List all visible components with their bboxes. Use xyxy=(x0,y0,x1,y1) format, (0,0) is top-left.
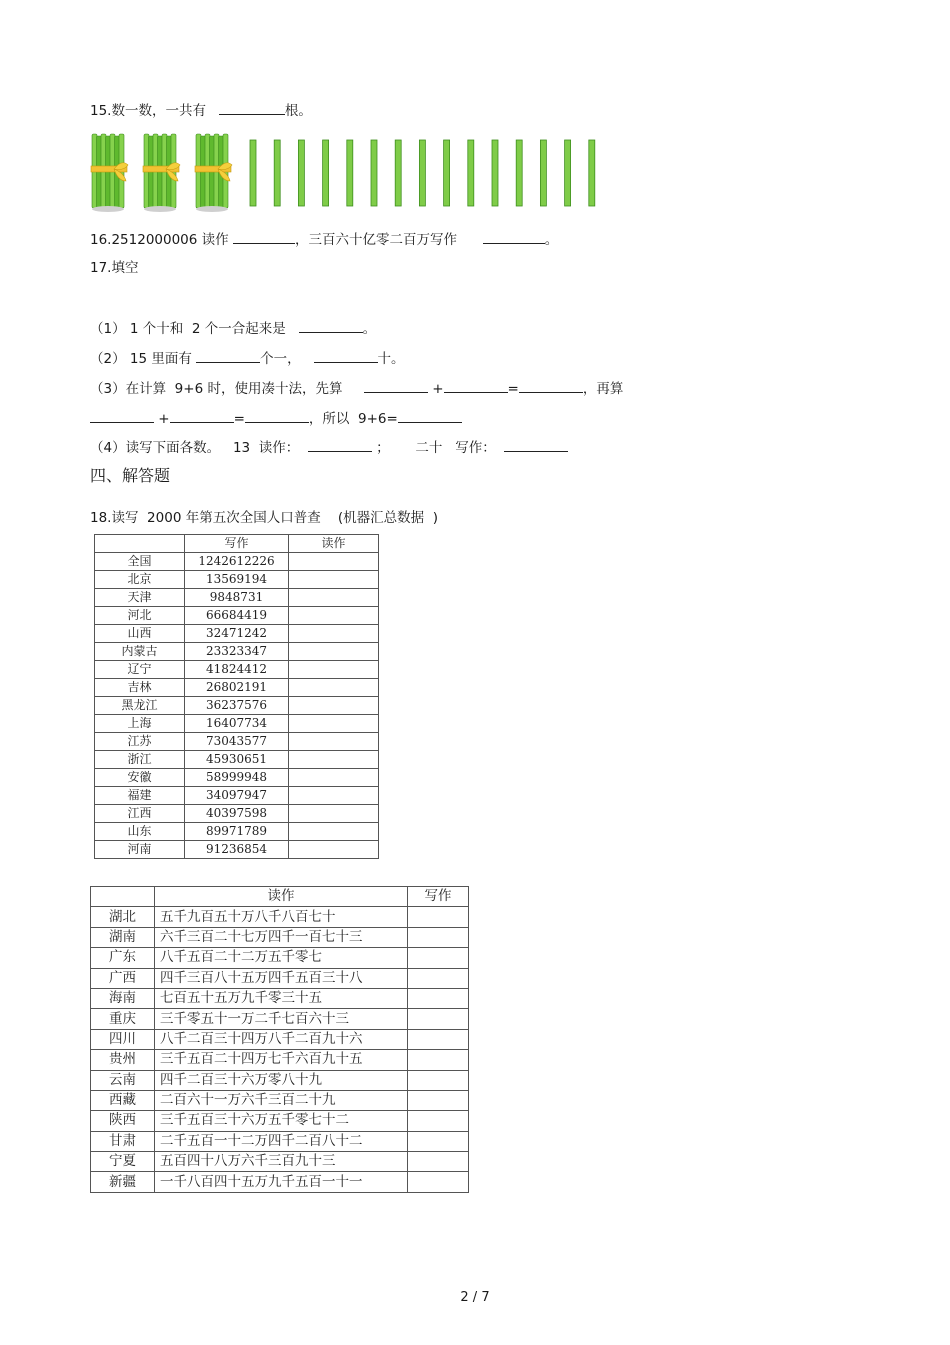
reading-cell: 八千二百三十四万八千二百九十六 xyxy=(155,1029,408,1049)
answer-cell[interactable] xyxy=(289,643,379,661)
answer-cell[interactable] xyxy=(408,927,469,947)
reading-cell: 一千八百四十五万九千五百一十一 xyxy=(155,1172,408,1192)
region-cell: 云南 xyxy=(91,1070,155,1090)
answer-blank[interactable] xyxy=(170,408,234,423)
table-row xyxy=(91,1152,469,1172)
table-row xyxy=(95,769,379,787)
number-cell: 9848731 xyxy=(185,589,289,607)
region-cell: 河南 xyxy=(95,841,185,859)
answer-cell[interactable] xyxy=(408,1070,469,1090)
answer-cell[interactable] xyxy=(289,733,379,751)
region-cell: 内蒙古 xyxy=(95,643,185,661)
table-row xyxy=(95,715,379,733)
page-number: 2 / 7 xyxy=(460,1290,490,1305)
single-stick xyxy=(565,140,571,206)
answer-cell[interactable] xyxy=(289,715,379,733)
single-stick xyxy=(444,140,450,206)
answer-blank[interactable] xyxy=(519,378,583,393)
single-stick xyxy=(468,140,474,206)
region-cell: 河北 xyxy=(95,607,185,625)
table-row xyxy=(91,907,469,927)
stick-bundle xyxy=(91,134,128,212)
question-15 xyxy=(90,100,312,120)
table-row xyxy=(91,1050,469,1070)
number-cell: 41824412 xyxy=(185,661,289,679)
answer-cell[interactable] xyxy=(289,661,379,679)
table-row xyxy=(95,787,379,805)
region-cell: 西藏 xyxy=(91,1090,155,1110)
q17-sub-3 xyxy=(90,378,623,398)
table-row xyxy=(91,1070,469,1090)
single-stick xyxy=(323,140,329,206)
single-stick xyxy=(298,140,304,206)
region-cell: 黑龙江 xyxy=(95,697,185,715)
section-heading: 四、解答题 xyxy=(90,466,171,485)
reading-cell: 五百四十八万六千三百九十三 xyxy=(155,1152,408,1172)
q17-s4-semi: ； xyxy=(376,440,390,456)
answer-blank[interactable] xyxy=(233,229,295,244)
single-stick xyxy=(371,140,377,206)
reading-cell: 六千三百二十七万四千一百七十三 xyxy=(155,927,408,947)
region-cell: 安徽 xyxy=(95,769,185,787)
table-row xyxy=(91,948,469,968)
table-row xyxy=(91,1009,469,1029)
region-cell: 山东 xyxy=(95,823,185,841)
region-cell: 湖南 xyxy=(91,927,155,947)
q17-sub-3-cont xyxy=(90,408,462,428)
counting-sticks-illustration xyxy=(88,130,608,214)
answer-cell[interactable] xyxy=(408,968,469,988)
region-cell: 吉林 xyxy=(95,679,185,697)
reading-cell: 七百五十五万九千零三十五 xyxy=(155,988,408,1008)
reading-cell: 三千零五十一万二千七百六十三 xyxy=(155,1009,408,1029)
q17-sub-1 xyxy=(90,318,376,338)
stick-bundle xyxy=(143,134,180,212)
answer-blank[interactable] xyxy=(398,408,462,423)
number-cell: 23323347 xyxy=(185,643,289,661)
population-table-2 xyxy=(90,886,469,1193)
table-row xyxy=(95,607,379,625)
number-cell: 66684419 xyxy=(185,607,289,625)
answer-blank[interactable] xyxy=(90,408,154,423)
region-cell: 广西 xyxy=(91,968,155,988)
answer-cell[interactable] xyxy=(408,1172,469,1192)
answer-blank[interactable] xyxy=(364,378,428,393)
column-header: 读作 xyxy=(155,887,408,907)
single-stick xyxy=(395,140,401,206)
answer-cell[interactable] xyxy=(289,787,379,805)
answer-cell[interactable] xyxy=(408,1152,469,1172)
number-cell: 36237576 xyxy=(185,697,289,715)
answer-cell[interactable] xyxy=(289,805,379,823)
single-stick xyxy=(274,140,280,206)
single-stick xyxy=(250,140,256,206)
table-row xyxy=(95,823,379,841)
reading-cell: 五千九百五十万八千八百七十 xyxy=(155,907,408,927)
table-row xyxy=(95,553,379,571)
table-row xyxy=(95,625,379,643)
answer-cell[interactable] xyxy=(408,907,469,927)
table-row xyxy=(91,1090,469,1110)
plus-sign: + xyxy=(158,411,170,427)
q17-s1-end: 。 xyxy=(362,321,377,337)
region-cell: 重庆 xyxy=(91,1009,155,1029)
q17-s4-write: 二十 写作： xyxy=(415,440,496,456)
answer-cell[interactable] xyxy=(289,625,379,643)
q17-s2-mid: 个一， xyxy=(260,351,301,367)
column-header: 写作 xyxy=(408,887,469,907)
single-stick xyxy=(589,140,595,206)
table-row xyxy=(95,589,379,607)
region-cell: 湖北 xyxy=(91,907,155,927)
answer-blank[interactable] xyxy=(299,318,363,333)
number-cell: 45930651 xyxy=(185,751,289,769)
answer-cell[interactable] xyxy=(408,1090,469,1110)
answer-cell[interactable] xyxy=(408,1131,469,1151)
q15-suffix: 根。 xyxy=(284,103,312,119)
number-cell: 58999948 xyxy=(185,769,289,787)
answer-blank[interactable] xyxy=(196,348,260,363)
region-cell: 浙江 xyxy=(95,751,185,769)
q17-s3-text: （3）在计算 9+6 时，使用凑十法，先算 xyxy=(90,381,343,397)
number-cell: 16407734 xyxy=(185,715,289,733)
answer-blank[interactable] xyxy=(483,229,545,244)
region-cell: 辽宁 xyxy=(95,661,185,679)
equals-sign: = xyxy=(507,381,519,397)
single-stick xyxy=(347,140,353,206)
answer-cell[interactable] xyxy=(289,841,379,859)
table-row xyxy=(95,679,379,697)
q18-title: 18.读写 2000 年第五次全国人口普查 (机器汇总数据 ) xyxy=(90,510,438,526)
single-stick xyxy=(492,140,498,206)
number-cell: 89971789 xyxy=(185,823,289,841)
answer-cell[interactable] xyxy=(289,751,379,769)
region-cell: 江苏 xyxy=(95,733,185,751)
region-cell: 上海 xyxy=(95,715,185,733)
answer-cell[interactable] xyxy=(408,988,469,1008)
region-cell: 宁夏 xyxy=(91,1152,155,1172)
table-row xyxy=(91,1172,469,1192)
q17-sub-2 xyxy=(90,348,405,368)
answer-cell[interactable] xyxy=(289,823,379,841)
number-cell: 32471242 xyxy=(185,625,289,643)
answer-blank[interactable] xyxy=(219,100,285,115)
column-header xyxy=(91,887,155,907)
number-cell: 26802191 xyxy=(185,679,289,697)
column-header: 写作 xyxy=(185,535,289,553)
answer-cell[interactable] xyxy=(289,607,379,625)
answer-cell[interactable] xyxy=(289,697,379,715)
answer-cell[interactable] xyxy=(289,553,379,571)
single-stick xyxy=(419,140,425,206)
region-cell: 福建 xyxy=(95,787,185,805)
region-cell: 天津 xyxy=(95,589,185,607)
region-cell: 甘肃 xyxy=(91,1131,155,1151)
reading-cell: 四千三百八十五万四千五百三十八 xyxy=(155,968,408,988)
reading-cell: 三千五百三十六万五千零七十二 xyxy=(155,1111,408,1131)
q17-sub-4 xyxy=(90,437,568,457)
region-cell: 山西 xyxy=(95,625,185,643)
region-cell: 广东 xyxy=(91,948,155,968)
reading-cell: 三千五百二十四万七千六百九十五 xyxy=(155,1050,408,1070)
stick-bundle xyxy=(195,134,232,212)
answer-cell[interactable] xyxy=(408,1050,469,1070)
table-row xyxy=(95,697,379,715)
number-cell: 91236854 xyxy=(185,841,289,859)
number-cell: 73043577 xyxy=(185,733,289,751)
answer-cell[interactable] xyxy=(408,948,469,968)
q17-s4-text: （4）读写下面各数。 13 读作： xyxy=(90,440,300,456)
answer-cell[interactable] xyxy=(408,1029,469,1049)
single-stick xyxy=(540,140,546,206)
single-stick xyxy=(516,140,522,206)
q17-s2-text: （2） 15 里面有 xyxy=(90,351,192,367)
q15-text: 15.数一数，一共有 xyxy=(90,103,206,119)
q17-s3-sum: ，所以 9+6= xyxy=(308,411,398,427)
reading-cell: 二千五百一十二万四千二百八十二 xyxy=(155,1131,408,1151)
reading-cell: 八千五百二十二万五千零七 xyxy=(155,948,408,968)
table-row xyxy=(95,643,379,661)
answer-blank[interactable] xyxy=(314,348,378,363)
reading-cell: 四千二百三十六万零八十九 xyxy=(155,1070,408,1090)
region-cell: 江西 xyxy=(95,805,185,823)
region-cell: 全国 xyxy=(95,553,185,571)
table-row xyxy=(91,1029,469,1049)
column-header xyxy=(95,535,185,553)
reading-cell: 二百六十一万六千三百二十九 xyxy=(155,1090,408,1110)
number-cell: 40397598 xyxy=(185,805,289,823)
answer-cell[interactable] xyxy=(408,1111,469,1131)
answer-cell[interactable] xyxy=(289,769,379,787)
answer-blank[interactable] xyxy=(444,378,508,393)
q16-text-3: 。 xyxy=(544,232,559,248)
q16-text-2: ，三百六十亿零二百万写作 xyxy=(294,232,457,248)
region-cell: 海南 xyxy=(91,988,155,1008)
answer-cell[interactable] xyxy=(289,679,379,697)
answer-blank[interactable] xyxy=(504,437,568,452)
region-cell: 新疆 xyxy=(91,1172,155,1192)
population-table-1 xyxy=(94,534,379,859)
q17-title: 17.填空 xyxy=(90,260,139,276)
table-header-row xyxy=(95,535,379,553)
table-row xyxy=(91,988,469,1008)
table-row xyxy=(91,1131,469,1151)
q16-text-1: 16.2512000006 读作 xyxy=(90,232,229,248)
table-row xyxy=(91,1111,469,1131)
equals-sign: = xyxy=(233,411,245,427)
answer-cell[interactable] xyxy=(289,589,379,607)
table-row xyxy=(95,751,379,769)
table-row xyxy=(91,968,469,988)
number-cell: 13569194 xyxy=(185,571,289,589)
table-row xyxy=(91,927,469,947)
region-cell: 陕西 xyxy=(91,1111,155,1131)
table-row xyxy=(95,841,379,859)
region-cell: 北京 xyxy=(95,571,185,589)
column-header: 读作 xyxy=(289,535,379,553)
question-16 xyxy=(90,229,558,249)
table-row xyxy=(95,571,379,589)
q17-s1-text: （1） 1 个十和 2 个一合起来是 xyxy=(90,321,286,337)
plus-sign: + xyxy=(432,381,444,397)
region-cell: 四川 xyxy=(91,1029,155,1049)
number-cell: 1242612226 xyxy=(185,553,289,571)
table-row xyxy=(95,805,379,823)
answer-blank[interactable] xyxy=(245,408,309,423)
q17-s2-end: 十。 xyxy=(377,351,405,367)
table-row xyxy=(95,733,379,751)
table-row xyxy=(95,661,379,679)
answer-cell[interactable] xyxy=(408,1009,469,1029)
number-cell: 34097947 xyxy=(185,787,289,805)
q17-s3-then: ，再算 xyxy=(582,381,624,397)
region-cell: 贵州 xyxy=(91,1050,155,1070)
table-header-row xyxy=(91,887,469,907)
answer-blank[interactable] xyxy=(308,437,372,452)
answer-cell[interactable] xyxy=(289,571,379,589)
